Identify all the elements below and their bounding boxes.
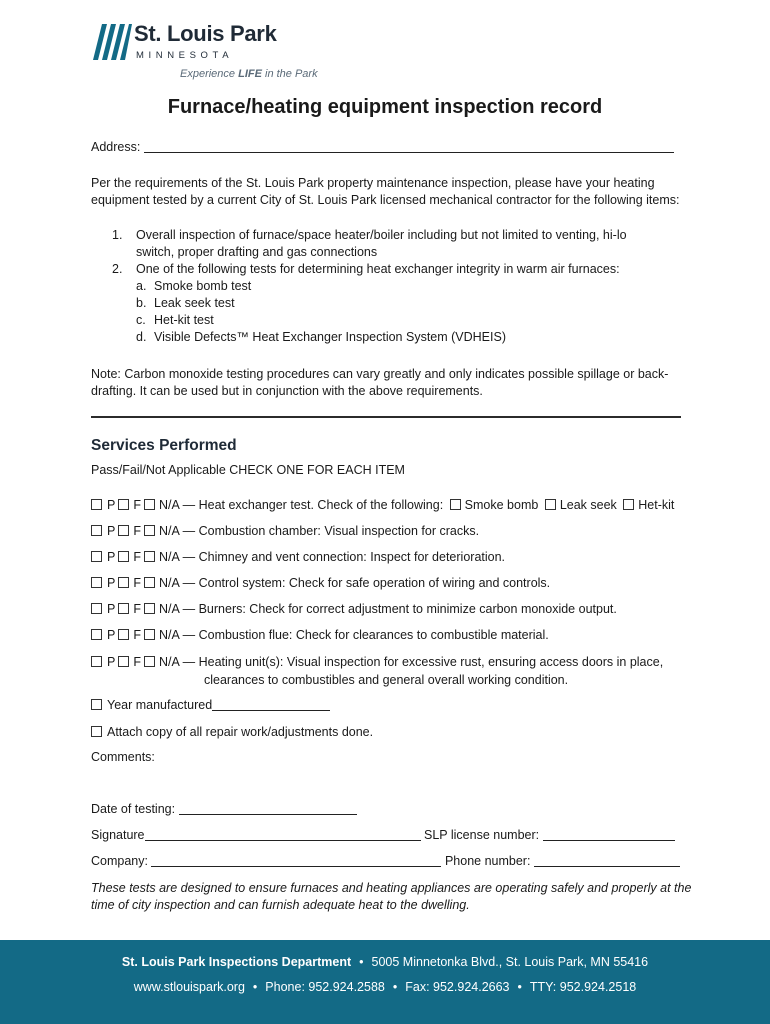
services-heading: Services Performed bbox=[91, 437, 237, 454]
fail-checkbox[interactable] bbox=[118, 499, 129, 510]
pass-checkbox[interactable] bbox=[91, 629, 102, 640]
pass-checkbox[interactable] bbox=[91, 577, 102, 588]
service-item-continuation: clearances to combustibles and general overall working condition. bbox=[204, 673, 569, 687]
logo-slash-mark-icon bbox=[92, 22, 132, 62]
city-logo bbox=[92, 22, 332, 84]
logo-state: MINNESOTA bbox=[136, 50, 234, 61]
service-item-heat-exchanger: P F N/A — Heat exchanger test. Check of the following: Smoke bomb Leak seek Het-kit bbox=[91, 498, 674, 512]
service-item-heating-unit: P F N/A — Heating unit(s): Visual inspection for excessive rust, ensuring access doors in place, bbox=[91, 655, 663, 669]
na-checkbox[interactable] bbox=[144, 551, 155, 562]
company-row: Company: Phone number: bbox=[91, 854, 680, 868]
smoke-bomb-checkbox[interactable] bbox=[450, 499, 461, 510]
pass-checkbox[interactable] bbox=[91, 499, 102, 510]
na-checkbox[interactable] bbox=[144, 499, 155, 510]
leak-seek-checkbox[interactable] bbox=[545, 499, 556, 510]
phone-field[interactable] bbox=[534, 854, 680, 867]
services-instructions: Pass/Fail/Not Applicable CHECK ONE FOR EACH ITEM bbox=[91, 463, 405, 477]
list-item: 1. Overall inspection of furnace/space heater/boiler including but not limited to venting, hi-lo bbox=[112, 228, 627, 242]
service-item-combustion-chamber: P F N/A — Combustion chamber: Visual inspection for cracks. bbox=[91, 524, 479, 538]
list-item: 2. One of the following tests for determining heat exchanger integrity in warm air furnaces: bbox=[112, 262, 620, 276]
fail-checkbox[interactable] bbox=[118, 551, 129, 562]
footer-line-1: St. Louis Park Inspections Department • 5005 Minnetonka Blvd., St. Louis Park, MN 55416 bbox=[121, 955, 649, 969]
signature-row: Signature SLP license number: bbox=[91, 828, 675, 842]
na-checkbox[interactable] bbox=[144, 525, 155, 536]
service-item-chimney: P F N/A — Chimney and vent connection: Inspect for deterioration. bbox=[91, 550, 505, 564]
pass-checkbox[interactable] bbox=[91, 551, 102, 562]
pass-checkbox[interactable] bbox=[91, 656, 102, 667]
het-kit-checkbox[interactable] bbox=[623, 499, 634, 510]
footer bbox=[0, 940, 770, 1024]
address-label: Address: bbox=[91, 140, 141, 154]
year-manufactured-row: Year manufactured bbox=[91, 698, 330, 712]
footer-line-2: www.stlouispark.org • Phone: 952.924.2588 • Fax: 952.924.2663 • TTY: 952.924.2518 bbox=[133, 980, 637, 994]
fail-checkbox[interactable] bbox=[118, 577, 129, 588]
address-field[interactable] bbox=[144, 140, 674, 153]
logo-name: St. Louis Park bbox=[134, 21, 277, 46]
sub-list-item: c. Het-kit test bbox=[136, 313, 214, 327]
fail-checkbox[interactable] bbox=[118, 525, 129, 536]
attach-copy-row: Attach copy of all repair work/adjustments done. bbox=[91, 725, 373, 739]
intro-paragraph: Per the requirements of the St. Louis Park property maintenance inspection, please have your heating equipment tested by a current City of St. Louis Park licensed mechanical contractor for the following items: bbox=[91, 176, 680, 207]
service-item-control-system: P F N/A — Control system: Check for safe operation of wiring and controls. bbox=[91, 576, 550, 590]
sub-list-item: d. Visible Defects™ Heat Exchanger Inspection System (VDHEIS) bbox=[136, 330, 506, 344]
sub-list-item: b. Leak seek test bbox=[136, 296, 235, 310]
na-checkbox[interactable] bbox=[144, 577, 155, 588]
year-checkbox[interactable] bbox=[91, 699, 102, 710]
service-item-combustion-flue: P F N/A — Combustion flue: Check for clearances to combustible material. bbox=[91, 628, 549, 642]
signature-field[interactable] bbox=[145, 828, 421, 841]
list-item-continuation: switch, proper drafting and gas connections bbox=[136, 245, 378, 259]
na-checkbox[interactable] bbox=[144, 603, 155, 614]
date-field[interactable] bbox=[179, 802, 357, 815]
na-checkbox[interactable] bbox=[144, 656, 155, 667]
license-field[interactable] bbox=[543, 828, 675, 841]
sub-list-item: a. Smoke bomb test bbox=[136, 279, 252, 293]
date-row: Date of testing: bbox=[91, 802, 357, 816]
logo-tagline: Experience LIFE in the Park bbox=[180, 68, 318, 80]
company-field[interactable] bbox=[151, 854, 441, 867]
attach-checkbox[interactable] bbox=[91, 726, 102, 737]
closing-statement: These tests are designed to ensure furnaces and heating appliances are operating safely and properly at the time of city inspection and can furnish adequate heat to the dwelling. bbox=[91, 881, 692, 912]
comments-label: Comments: bbox=[91, 750, 155, 764]
na-checkbox[interactable] bbox=[144, 629, 155, 640]
note-paragraph: Note: Carbon monoxide testing procedures can vary greatly and only indicates possible spillage or back-drafting. It can be used but in conjunction with the above requirements. bbox=[91, 367, 669, 398]
pass-checkbox[interactable] bbox=[91, 525, 102, 536]
page-title: Furnace/heating equipment inspection record bbox=[167, 96, 603, 118]
pass-checkbox[interactable] bbox=[91, 603, 102, 614]
address-row bbox=[91, 140, 674, 154]
fail-checkbox[interactable] bbox=[118, 629, 129, 640]
section-divider bbox=[91, 416, 681, 418]
requirements-list bbox=[112, 227, 702, 346]
fail-checkbox[interactable] bbox=[118, 656, 129, 667]
service-item-burners: P F N/A — Burners: Check for correct adjustment to minimize carbon monoxide output. bbox=[91, 602, 617, 616]
website-link[interactable]: www.stlouispark.org bbox=[133, 980, 245, 994]
year-field[interactable] bbox=[212, 698, 330, 711]
fail-checkbox[interactable] bbox=[118, 603, 129, 614]
